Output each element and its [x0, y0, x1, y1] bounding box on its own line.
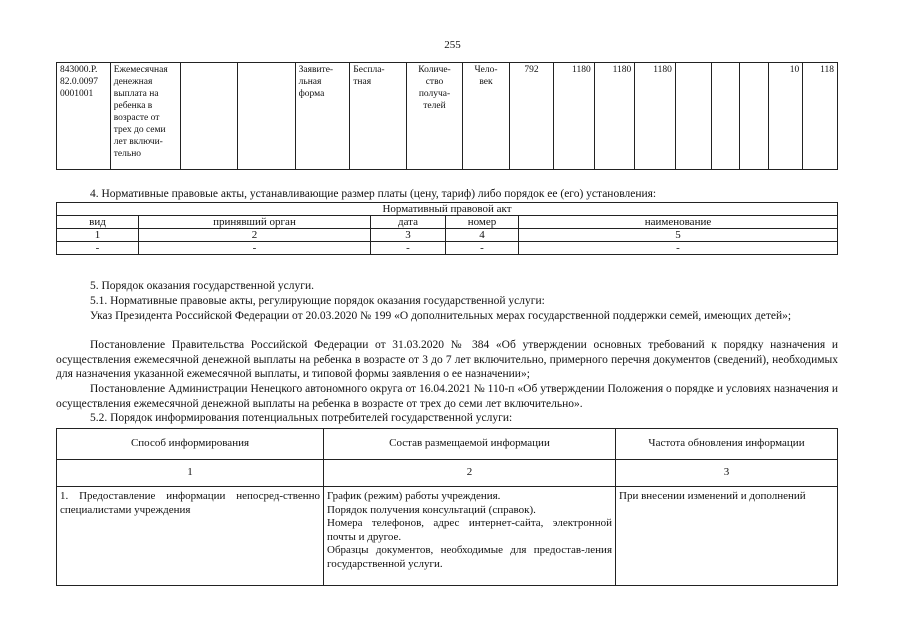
administration-resolution-paragraph: Постановление Администрации Ненецкого автономного округа от 16.04.2021 № 110-п «Об утверждении Положения о порядке и условиях назначения и осуществления ежемесячной денежной выплаты на ребенка в возрасте от трех до семи лет включительно».	[56, 383, 838, 410]
column-number: 3	[371, 229, 446, 242]
form-cell: Заявите- льная форма	[295, 63, 350, 170]
table-cell: -	[371, 242, 446, 255]
content-line: Номера телефонов, адрес интернет-сайта, электронной почты и другое.	[327, 517, 612, 543]
value-cell: 1180	[635, 63, 676, 170]
deviation-cell: 10	[768, 63, 802, 170]
value-cell: 1180	[554, 63, 595, 170]
informing-table	[56, 428, 838, 586]
column-header: наименование	[519, 216, 838, 229]
table-title: Нормативный правовой акт	[57, 203, 838, 216]
deviation-cell: 118	[803, 63, 838, 170]
blank-cell	[180, 63, 238, 170]
column-header: вид	[57, 216, 139, 229]
update-frequency: При внесении изменений и дополнений	[616, 487, 838, 586]
column-number: 1	[57, 460, 324, 487]
informing-content	[324, 487, 616, 586]
section-5-2-title: 5.2. Порядок информирования потенциальных потребителей государственной услуги:	[90, 412, 513, 424]
table-row	[57, 63, 838, 170]
blank-cell	[712, 63, 740, 170]
table-cell: -	[446, 242, 519, 255]
column-header: Состав размещаемой информации	[324, 429, 616, 460]
value-cell: 1180	[594, 63, 635, 170]
content-line: Порядок получения консультаций (справок).	[327, 503, 536, 516]
column-number: 3	[616, 460, 838, 487]
content-line: Образцы документов, необходимые для предостав-ления государственной услуги.	[327, 544, 612, 570]
blank-cell	[675, 63, 711, 170]
column-number: 2	[139, 229, 371, 242]
page-number: 255	[444, 39, 461, 51]
column-number: 2	[324, 460, 616, 487]
column-header: Способ информирования	[57, 429, 324, 460]
column-number: 5	[519, 229, 838, 242]
table-row	[57, 429, 838, 460]
section-4-title: 4. Нормативные правовые акты, устанавливающие размер платы (цену, тариф) либо порядок ее (его) установления:	[90, 188, 657, 200]
service-indicators-table	[56, 62, 838, 170]
blank-cell	[740, 63, 768, 170]
column-header: номер	[446, 216, 519, 229]
column-number: 4	[446, 229, 519, 242]
table-cell: -	[519, 242, 838, 255]
table-row	[57, 487, 838, 586]
informing-method: 1. Предоставление информации непосред-ственно специалистами учреждения	[57, 487, 324, 586]
unit-cell: Чело- век	[463, 63, 510, 170]
service-name: Ежемесячная денежная выплата на ребенка в возрасте от трех до семи лет включи- тельно	[110, 63, 180, 170]
blank-cell	[238, 63, 296, 170]
table-row	[57, 460, 838, 487]
column-header: Частота обновления информации	[616, 429, 838, 460]
content-line: График (режим) работы учреждения.	[327, 490, 501, 502]
column-header: принявший орган	[139, 216, 371, 229]
service-code: 843000.Р. 82.0.0097 0001001	[57, 63, 111, 170]
section-5-1-title: 5.1. Нормативные правовые акты, регулирующие порядок оказания государственной услуги:	[90, 295, 545, 307]
table-cell: -	[57, 242, 139, 255]
table-row	[57, 242, 838, 255]
government-resolution-paragraph: Постановление Правительства Российской Федерации от 31.03.2020 № 384 «Об утверждении основных требований к порядку назначения и осуществления ежемесячной денежной выплаты на ребенка в возрасте от 3 до 7 лет включительно, примерного перечня документов (сведений), необходимых для назначения указанной ежемесячной выплаты, и типовой формы заявления о ее назначении»;	[56, 339, 838, 380]
column-number: 1	[57, 229, 139, 242]
decree-paragraph: Указ Президента Российской Федерации от 20.03.2020 № 199 «О дополнительных мерах государственной поддержки семей, имеющих детей»;	[90, 310, 792, 322]
table-cell: -	[139, 242, 371, 255]
column-header: дата	[371, 216, 446, 229]
section-5-title: 5. Порядок оказания государственной услуги.	[90, 280, 314, 292]
legal-acts-fee-table	[56, 202, 838, 255]
table-row	[57, 216, 838, 229]
table-row	[57, 229, 838, 242]
unit-code-cell: 792	[509, 63, 553, 170]
indicator-cell: Количе- ство получа- телей	[406, 63, 463, 170]
payment-cell: Беспла- тная	[350, 63, 406, 170]
table-row	[57, 203, 838, 216]
